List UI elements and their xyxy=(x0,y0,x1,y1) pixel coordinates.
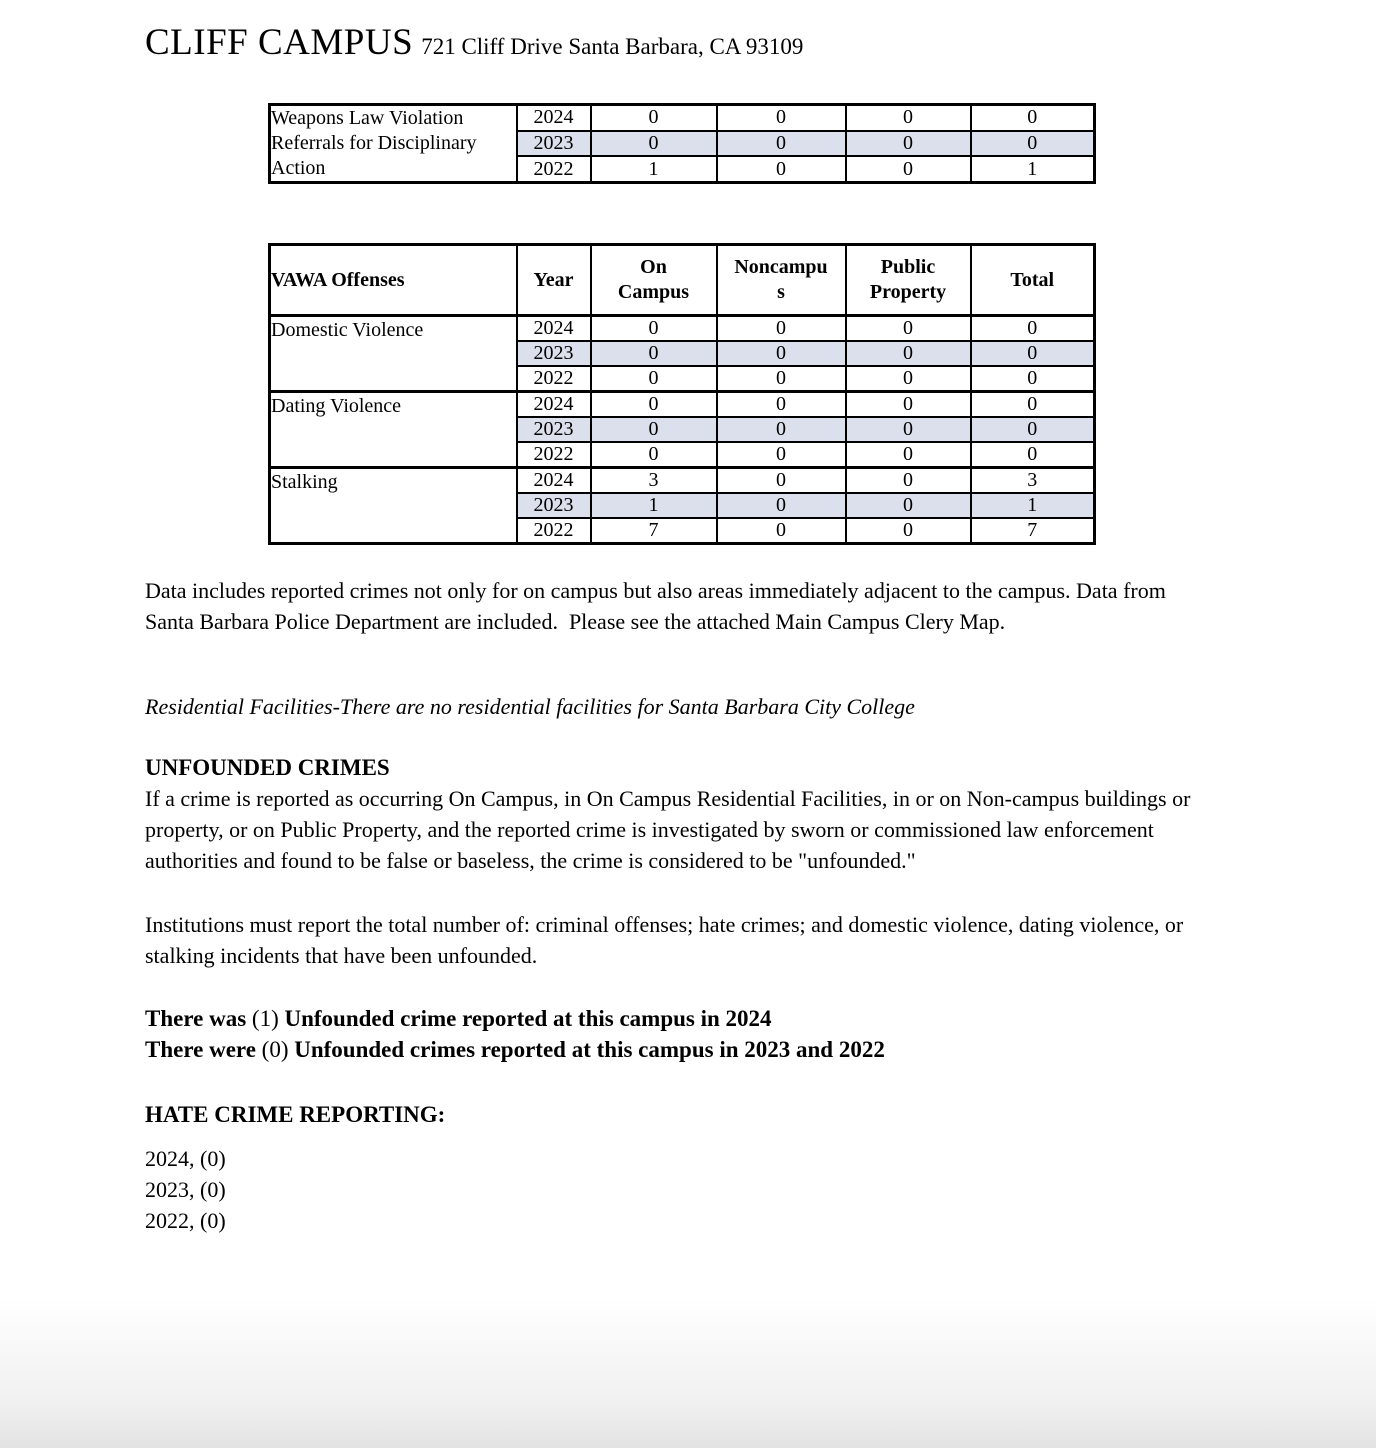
value-cell: 0 xyxy=(717,417,846,442)
value-cell: 0 xyxy=(846,518,971,544)
value-cell: 1 xyxy=(591,493,717,518)
value-cell: 0 xyxy=(971,105,1095,131)
vawa-offenses-table xyxy=(268,243,1096,545)
value-cell: 0 xyxy=(717,105,846,131)
value-cell: 0 xyxy=(591,131,717,157)
value-cell: 0 xyxy=(591,105,717,131)
year-cell: 2023 xyxy=(517,341,591,366)
value-cell: 0 xyxy=(846,417,971,442)
value-cell: 3 xyxy=(591,468,717,494)
data-note-paragraph: Data includes reported crimes not only for on campus but also areas immediately adjacent to the campus. Data from Santa Barbara Police Department are included. Please see the attached Main Campus Clery Map. xyxy=(145,578,1172,634)
value-cell: 0 xyxy=(846,468,971,494)
campus-address: 721 Cliff Drive Santa Barbara, CA 93109 xyxy=(421,34,804,59)
value-cell: 0 xyxy=(717,366,846,392)
value-cell: 7 xyxy=(971,518,1095,544)
value-cell: 0 xyxy=(971,442,1095,468)
value-cell: 0 xyxy=(971,392,1095,418)
count-value: (1) xyxy=(246,1006,285,1031)
value-cell: 0 xyxy=(717,131,846,157)
count-value: (0) xyxy=(255,1037,295,1062)
value-cell: 0 xyxy=(717,518,846,544)
table-row xyxy=(270,392,1095,418)
value-cell: 0 xyxy=(717,316,846,342)
value-cell: 0 xyxy=(846,392,971,418)
column-header-vawa-offenses: VAWA Offenses xyxy=(270,245,517,316)
hate-crime-reporting-heading: HATE CRIME REPORTING: xyxy=(145,1102,446,1127)
value-cell: 0 xyxy=(971,366,1095,392)
unfounded-definition-paragraph: If a crime is reported as occurring On Campus, in On Campus Residential Facilities, in or on Non-campus buildings or property, or on Public Property, and the reported crime is investigated by sworn or commissioned law enforcement authorities and found to be false or baseless, the crime is considered to be "unfounded." xyxy=(145,786,1196,873)
value-cell: 0 xyxy=(717,493,846,518)
value-cell: 0 xyxy=(846,442,971,468)
table-row xyxy=(270,105,1095,131)
column-header-public-property: Public Property xyxy=(846,245,971,316)
year-cell: 2022 xyxy=(517,366,591,392)
value-cell: 0 xyxy=(971,316,1095,342)
value-cell: 1 xyxy=(591,156,717,182)
residential-facilities-note: Residential Facilities-There are no residential facilities for Santa Barbara City College xyxy=(145,694,915,719)
unfounded-count-2023-2022 xyxy=(145,1034,1220,1065)
value-cell: 0 xyxy=(591,366,717,392)
year-cell: 2024 xyxy=(517,105,591,131)
table-row xyxy=(270,468,1095,494)
value-cell: 7 xyxy=(591,518,717,544)
column-header-total: Total xyxy=(971,245,1095,316)
column-header-on-campus: On Campus xyxy=(591,245,717,316)
offense-label: Dating Violence xyxy=(270,392,517,468)
hate-crime-year-2022: 2022, (0) xyxy=(145,1208,226,1233)
value-cell: 0 xyxy=(846,316,971,342)
year-cell: 2024 xyxy=(517,468,591,494)
offense-label: Stalking xyxy=(270,468,517,544)
value-cell: 0 xyxy=(846,341,971,366)
year-cell: 2024 xyxy=(517,316,591,342)
value-cell: 0 xyxy=(717,392,846,418)
unfounded-count-2024 xyxy=(145,1003,1220,1034)
hate-crime-year-2023: 2023, (0) xyxy=(145,1177,226,1202)
value-cell: 0 xyxy=(591,341,717,366)
column-header-noncampus: Noncampus xyxy=(717,245,846,316)
value-cell: 0 xyxy=(717,442,846,468)
value-cell: 0 xyxy=(591,417,717,442)
value-cell: 0 xyxy=(591,316,717,342)
value-cell: 1 xyxy=(971,493,1095,518)
count-suffix: Unfounded crimes reported at this campus in 2023 and 2022 xyxy=(294,1037,885,1062)
count-prefix: There was xyxy=(145,1006,247,1031)
offense-label: Weapons Law Violation Referrals for Disciplinary Action xyxy=(270,105,517,183)
value-cell: 0 xyxy=(846,105,971,131)
column-header-year: Year xyxy=(517,245,591,316)
year-cell: 2022 xyxy=(517,156,591,182)
value-cell: 1 xyxy=(971,156,1095,182)
value-cell: 0 xyxy=(717,468,846,494)
value-cell: 0 xyxy=(971,341,1095,366)
table-row xyxy=(270,316,1095,342)
value-cell: 0 xyxy=(846,131,971,157)
year-cell: 2023 xyxy=(517,131,591,157)
year-cell: 2024 xyxy=(517,392,591,418)
value-cell: 0 xyxy=(971,131,1095,157)
weapons-law-violation-table xyxy=(268,103,1096,184)
value-cell: 0 xyxy=(846,156,971,182)
year-cell: 2023 xyxy=(517,417,591,442)
page-title xyxy=(145,20,1376,73)
count-prefix: There were xyxy=(145,1037,256,1062)
value-cell: 0 xyxy=(717,341,846,366)
value-cell: 3 xyxy=(971,468,1095,494)
offense-label: Domestic Violence xyxy=(270,316,517,392)
table-header-row xyxy=(270,245,1095,316)
hate-crime-year-2024: 2024, (0) xyxy=(145,1146,226,1171)
value-cell: 0 xyxy=(717,156,846,182)
unfounded-requirement-paragraph: Institutions must report the total number of: criminal offenses; hate crimes; and domestic violence, dating violence, or stalking incidents that have been unfounded. xyxy=(145,912,1189,968)
unfounded-counts xyxy=(145,1003,1220,1065)
value-cell: 0 xyxy=(591,392,717,418)
count-suffix: Unfounded crime reported at this campus in 2024 xyxy=(284,1006,772,1031)
hate-crime-year-list xyxy=(145,1143,1376,1236)
value-cell: 0 xyxy=(846,493,971,518)
year-cell: 2022 xyxy=(517,442,591,468)
campus-name: CLIFF CAMPUS xyxy=(145,22,414,63)
value-cell: 0 xyxy=(591,442,717,468)
year-cell: 2022 xyxy=(517,518,591,544)
value-cell: 0 xyxy=(971,417,1095,442)
unfounded-crimes-heading: UNFOUNDED CRIMES xyxy=(145,755,390,780)
value-cell: 0 xyxy=(846,366,971,392)
year-cell: 2023 xyxy=(517,493,591,518)
page-bottom-fade xyxy=(0,1298,1376,1448)
